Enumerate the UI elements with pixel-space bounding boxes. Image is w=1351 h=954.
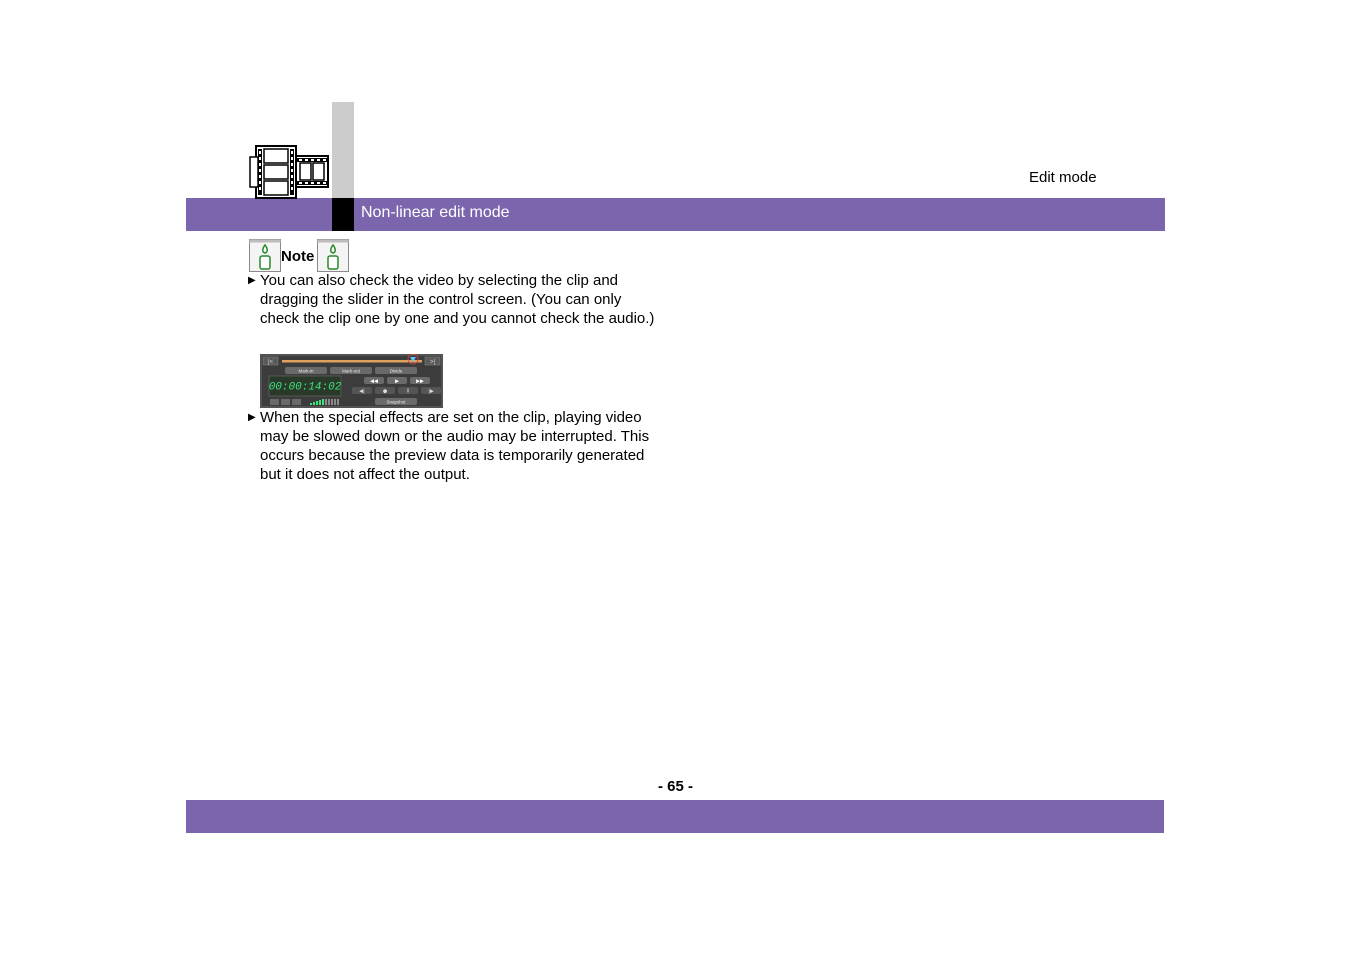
svg-text:▶▶: ▶▶: [416, 378, 424, 385]
svg-text:>|: >|: [429, 359, 436, 366]
section-title: Non-linear edit mode: [361, 204, 510, 221]
header-grey-strip: [332, 102, 354, 198]
svg-text:▶: ▶: [395, 378, 399, 385]
control-screen-image: [260, 354, 443, 408]
note-bullet: [248, 408, 658, 488]
candle-icon: [249, 239, 281, 272]
mark-in-button: Mark-in: [298, 368, 314, 374]
timecode-display: 00:00:14:02: [268, 381, 342, 394]
chapter-title: Edit mode: [1029, 169, 1097, 186]
svg-text:|▶: |▶: [428, 388, 434, 395]
divide-button: Divide: [389, 368, 403, 374]
svg-text:◀◀: ◀◀: [370, 378, 378, 385]
svg-text:◀|: ◀|: [359, 388, 365, 395]
svg-text:II: II: [406, 388, 410, 395]
bullet-arrow-icon: ▶: [248, 275, 256, 286]
svg-text:●: ●: [382, 388, 388, 395]
note-bullet: [248, 271, 658, 351]
film-strip-icon: [249, 145, 329, 199]
header-black-block: [332, 198, 354, 231]
candle-icon: [317, 239, 349, 272]
bullet-text: You can also check the video by selecting the clip and dragging the slider in the control screen. (You can only check the clip one by one and you cannot check the audio.): [260, 272, 655, 327]
footer-bar: [186, 800, 1164, 833]
bullet-text: When the special effects are set on the clip, playing video may be slowed down or the audio may be interrupted. This occurs because the preview data is temporarily generated but it does not affect the output.: [260, 409, 650, 483]
snapshot-button: Snapshot: [386, 399, 406, 405]
page-number: - 65 -: [657, 778, 693, 795]
mark-out-button: Mark-out: [342, 368, 360, 374]
svg-text:|<: |<: [267, 359, 274, 366]
note-label: Note: [281, 248, 315, 265]
bullet-arrow-icon: ▶: [248, 412, 256, 423]
